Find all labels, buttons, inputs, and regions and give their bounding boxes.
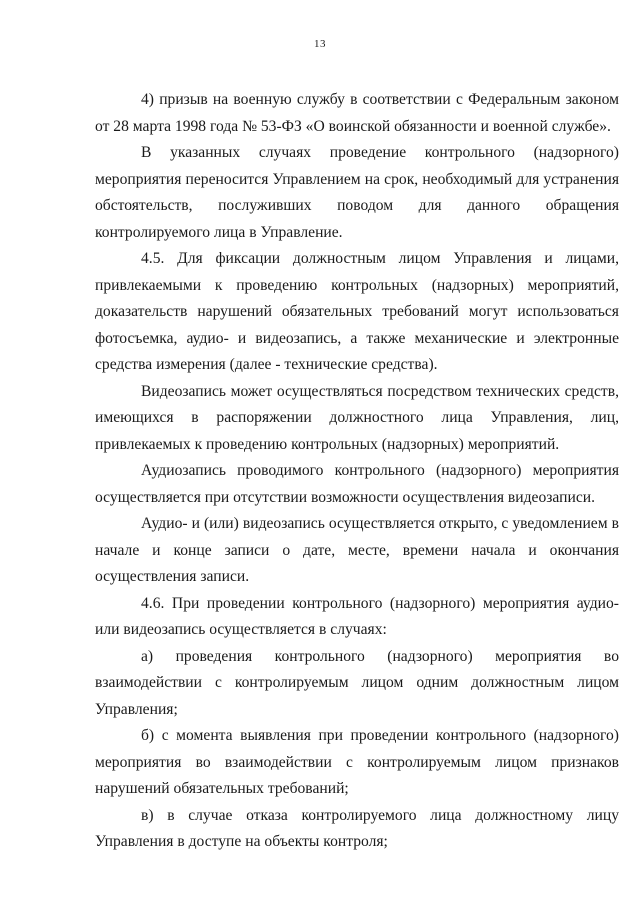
paragraph-audio-recording: Аудиозапись проводимого контрольного (надзорного) мероприятия осуществляется при отсутствии возможности осуществления видеозаписи. (95, 462, 619, 506)
paragraph-video-recording: Видеозапись может осуществляться посредством технических средств, имеющихся в распоряжении должностного лица Управления, лиц, привлекаемых к проведению контрольных (надзорных) мероприятий. (95, 382, 619, 453)
list-item-v: в) в случае отказа контролируемого лица должностному лицу Управления в доступе на объекты контроля; (95, 806, 619, 850)
page-number: 13 (314, 38, 326, 50)
paragraph-4-5-evidence-recording: 4.5. Для фиксации должностным лицом Управления и лицами, привлекаемыми к проведению контрольных (надзорных) мероприятий, доказательств нарушений обязательных требований могут использоваться фотосъемка, аудио- и видеозапись, а также механические и электронные средства измерения (далее - технические средства). (95, 250, 619, 373)
paragraph-open-recording: Аудио- и (или) видеозапись осуществляется открыто, с уведомлением в начале и конце записи о дате, месте, времени начала и окончания осуществления записи. (95, 515, 619, 585)
paragraph-conscription: 4) призыв на военную службу в соответствии с Федеральным законом от 28 марта 1998 года № 53-ФЗ «О воинской обязанности и военной службе». (95, 91, 619, 135)
list-item-b: б) с момента выявления при проведении контрольного (надзорного) мероприятия во взаимодействии с контролируемым лицом признаков нарушений обязательных требований; (95, 727, 619, 797)
paragraph-4-6-cases: 4.6. При проведении контрольного (надзорного) мероприятия аудио- или видеозапись осуществляется в случаях: (95, 594, 619, 638)
list-item-a: а) проведения контрольного (надзорного) мероприятия во взаимодействии с контролируемым лицом одним должностным лицом Управления; (95, 647, 619, 718)
paragraph-postponement: В указанных случаях проведение контрольного (надзорного) мероприятия переносится Управлением на срок, необходимый для устранения обстоятельств, послуживших поводом для данного обращения контролируемого лица в Управление. (95, 144, 619, 241)
document-body (95, 87, 619, 856)
